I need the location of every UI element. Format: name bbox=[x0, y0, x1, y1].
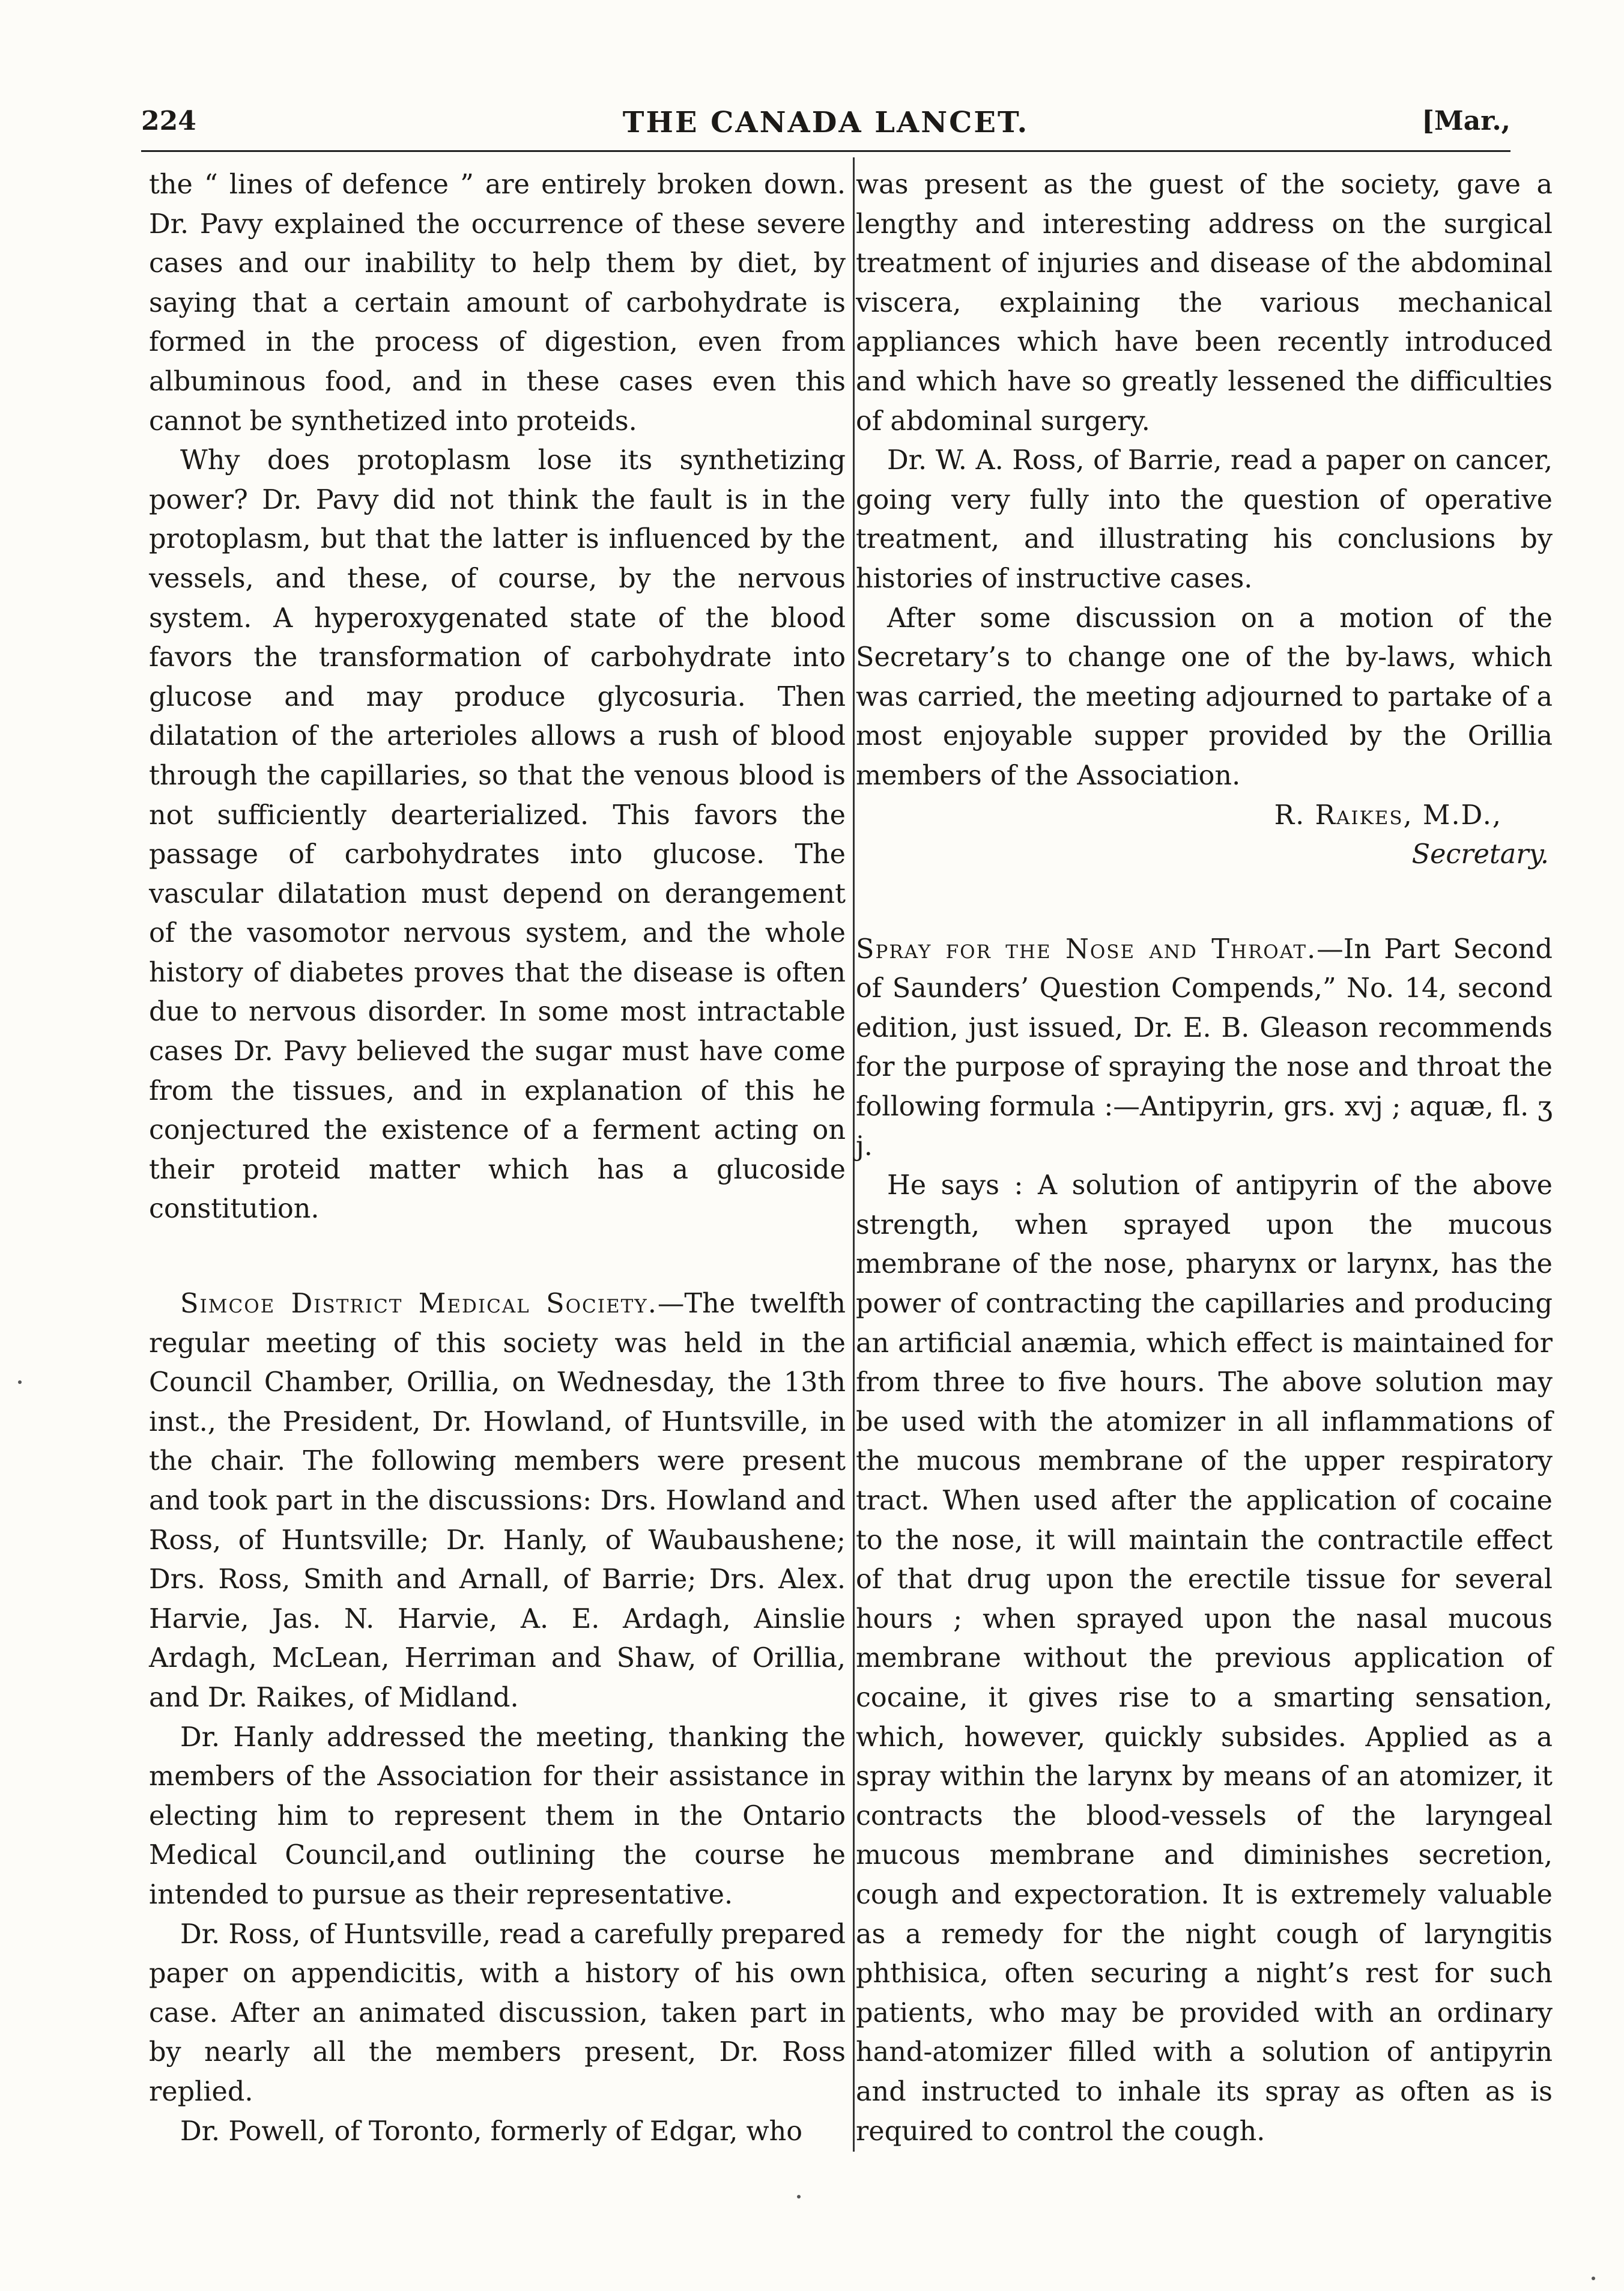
paragraph-hanly: Dr. Hanly addressed the meeting, thanking the members of the Association for their assistance in electing him to represent them in the Ontario Medical Council,and outlining the course he intended to pursue as their representative. bbox=[149, 1722, 846, 1910]
section-heading-spray: Spray for the Nose and Throat. bbox=[856, 933, 1317, 965]
spray-intro-text: —In Part Second of Saunders’ Question Compends,” No. 14, second edition, just issued, Dr. E. B. Gleason recommends for the purpose of spraying the nose and throat the following formula :—Antipyrin, grs. xvj ; aquæ, fl. ʒ j. bbox=[856, 933, 1553, 1162]
running-header bbox=[141, 101, 1510, 149]
section-spacer bbox=[856, 875, 1553, 930]
scan-speck bbox=[18, 1380, 22, 1384]
paragraph-protoplasm: Why does protoplasm lose its synthetizing power? Dr. Pavy did not think the fault is in the protoplasm, but that the latter is influenced by the vessels, and these, of course, by the nervous system. A hyperoxygenated state of the blood favors the transformation of carbohydrate into glucose and may produce glycosuria. Then dilatation of the arterioles allows a rush of blood through the capillaries, so that the venous blood is not sufficiently dearterialized. This favors the passage of carbohydrates into glucose. The vascular dilatation must depend on derangement of the vasomotor nervous system, and the whole history of diabetes proves that the disease is often due to nervous disorder. In some most intractable cases Dr. Pavy believed the sugar must have come from the tissues, and in explanation of this he conjectured the existence of a ferment acting on their proteid matter which has a glucoside constitution. bbox=[149, 445, 846, 1225]
paragraph-powell: Dr. Powell, of Toronto, formerly of Edgar, who bbox=[180, 2116, 803, 2147]
right-column bbox=[856, 165, 1553, 2151]
paragraph-bylaws: After some discussion on a motion of the Secretary’s to change one of the by-laws, which was carried, the meeting adjourned to partake of a most enjoyable supper provided by the Orillia members of the Association. bbox=[856, 602, 1553, 791]
column-divider bbox=[853, 157, 855, 2152]
paragraph-ross-appendicitis: Dr. Ross, of Huntsville, read a carefully prepared paper on appendicitis, with a history of his own case. After an animated discussion, taken part in by nearly all the members present, Dr. Ross replied. bbox=[149, 1919, 846, 2107]
section-spacer bbox=[149, 1229, 846, 1284]
signature-title: Secretary. bbox=[1411, 839, 1549, 870]
header-rule bbox=[141, 150, 1510, 152]
paragraph-powell-continued: was present as the guest of the society, gave a lengthy and interesting address on the surgical treatment of injuries and disease of the abdominal viscera, explaining the various mechanical appliances which have been recently introduced and which have so greatly lessened the difficulties of abdominal surgery. bbox=[856, 169, 1553, 437]
paragraph-lines-of-defence: the “ lines of defence ” are entirely broken down. Dr. Pavy explained the occurrence of these severe cases and our inability to help them by diet, by saying that a certain amount of carbohydrate is formed in the process of digestion, even from albuminous food, and in these cases even this cannot be synthetized into proteids. bbox=[149, 169, 846, 437]
section-heading-simcoe: Simcoe District Medical Society. bbox=[180, 1288, 658, 1320]
scan-speck bbox=[797, 2195, 801, 2198]
simcoe-meeting-text: —The twelfth regular meeting of this society was held in the Council Chamber, Orillia, on Wednesday, the 13th inst., the President, Dr. Howland, of Huntsville, in the chair. The following members were present and took part in the discussions: Drs. Howland and Ross, of Huntsville; Dr. Hanly, of Waubaushene; Drs. Ross, Smith and Arnall, of Barrie; Drs. Alex. Harvie, Jas. N. Harvie, A. E. Ardagh, Ainslie Ardagh, McLean, Herriman and Shaw, of Orillia, and Dr. Raikes, of Midland. bbox=[149, 1288, 846, 1713]
left-column bbox=[149, 165, 846, 2151]
journal-title: THE CANADA LANCET. bbox=[622, 106, 1029, 139]
scan-speck bbox=[1592, 2277, 1595, 2280]
paragraph-antipyrin: He says : A solution of antipyrin of the above strength, when sprayed upon the mucous membrane of the nose, pharynx or larynx, has the power of contracting the capillaries and producing an artificial anæmia, which effect is maintained for from three to five hours. The above solution may be used with the atomizer in all inflammations of the mucous membrane of the upper respiratory tract. When used after the application of cocaine to the nose, it will maintain the contractile effect of that drug upon the erectile tissue for several hours ; when sprayed upon the nasal mucous membrane without the previous application of cocaine, it gives rise to a smarting sensation, which, however, quickly subsides. Applied as a spray within the larynx by means of an atomizer, it contracts the blood-vessels of the laryngeal mucous membrane and diminishes secretion, cough and expectoration. It is extremely valuable as a remedy for the night cough of laryngitis phthisica, often securing a night’s rest for such patients, who may be provided with an ordinary hand-atomizer filled with a solution of antipyrin and instructed to inhale its spray as often as is required to control the cough. bbox=[856, 1170, 1553, 2147]
signature-name: R. Raikes, M.D., bbox=[1274, 800, 1502, 831]
paragraph-simcoe-meeting bbox=[149, 1284, 846, 1718]
issue-month: [Mar., bbox=[1422, 106, 1510, 136]
page-number: 224 bbox=[141, 106, 196, 136]
paragraph-ross-cancer: Dr. W. A. Ross, of Barrie, read a paper on cancer, going very fully into the question of operative treatment, and illustrating his conclusions by histories of instructive cases. bbox=[856, 445, 1553, 594]
paragraph-spray-intro bbox=[856, 930, 1553, 1167]
